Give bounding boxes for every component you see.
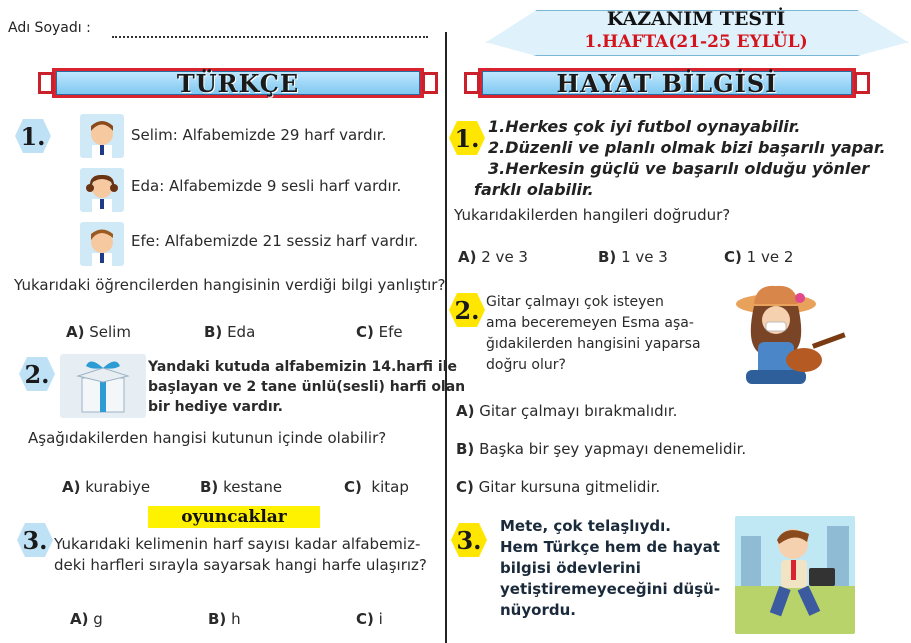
question-number-badge: 3.	[16, 522, 54, 558]
rq1-option-c[interactable]: C) 1 ve 2	[724, 248, 794, 266]
q1-option-c[interactable]: C) Efe	[356, 323, 403, 341]
rq2-option-b[interactable]: B) Başka bir şey yapmayı denemelidir.	[456, 440, 747, 458]
rq2-option-c[interactable]: C) Gitar kursuna gitmelidir.	[456, 478, 661, 496]
hayat-bilgisi-title: HAYAT BİLGİSİ	[556, 68, 778, 98]
q3-option-a[interactable]: A) g	[70, 610, 103, 628]
question-number-badge: 3.	[450, 522, 488, 558]
q2-option-c[interactable]: C) kitap	[344, 478, 409, 496]
question-number-badge: 1.	[448, 120, 486, 156]
rq3-description: Mete, çok telaşlıydı. Hem Türkçe hem de hayat bilgisi ödevlerini yetiştiremeyeceğini düşü- nüyordu.	[500, 517, 721, 619]
q1-statement-efe: Efe: Alfabemizde 21 sessiz harf vardır.	[131, 232, 419, 250]
avatar-boy-selim	[80, 114, 124, 158]
gift-box-image	[60, 354, 146, 418]
question-number-badge: 2.	[448, 292, 486, 328]
rq1-question: Yukarıdakilerden hangileri doğrudur?	[454, 206, 731, 224]
test-title: KAZANIM TESTİ	[606, 8, 786, 30]
test-title-badge	[486, 2, 906, 54]
avatar-boy-efe	[80, 222, 124, 266]
column-divider	[445, 32, 447, 643]
name-label: Adı Soyadı :	[8, 20, 91, 36]
question-number-badge: 1.	[14, 118, 52, 154]
question-number-badge: 2.	[18, 356, 56, 392]
turkce-banner	[36, 64, 440, 102]
rq1-statements: 1.Herkes çok iyi futbol oynayabilir. 2.Düzenli ve planlı olmak bizi başarılı yapar. 3.Herkesin güçlü ve başarılı olduğu yönler farklı olabilir.	[474, 117, 886, 199]
rq1-option-b[interactable]: B) 1 ve 3	[598, 248, 668, 266]
rq1-option-a[interactable]: A) 2 ve 3	[458, 248, 528, 266]
avatar-girl-eda	[80, 168, 124, 212]
running-boy-image	[735, 516, 855, 634]
q2-question: Aşağıdakilerden hangisi kutunun içinde olabilir?	[28, 429, 387, 447]
q1-statement-eda: Eda: Alfabemizde 9 sesli harf vardır.	[131, 177, 402, 195]
hayat-bilgisi-banner	[462, 64, 872, 102]
q2-option-a[interactable]: A) kurabiye	[62, 478, 151, 496]
q2-option-b[interactable]: B) kestane	[200, 478, 283, 496]
rq2-option-a[interactable]: A) Gitar çalmayı bırakmalıdır.	[456, 402, 678, 420]
q2-description: Yandaki kutuda alfabemizin 14.harfi ile başlayan ve 2 tane ünlü(sesli) harfi olan bir hediye vardır.	[148, 359, 466, 415]
rq2-description: Gitar çalmayı çok isteyen ama beceremeyen Esma aşa- ğıdakilerden hangisini yaparsa doğru olur?	[486, 294, 701, 373]
name-input-line[interactable]	[112, 22, 428, 38]
turkce-title: TÜRKÇE	[176, 68, 300, 98]
q1-question: Yukarıdaki öğrencilerden hangisinin verdiği bilgi yanlıştır?	[14, 276, 446, 294]
q3-question: Yukarıdaki kelimenin harf sayısı kadar alfabemiz- deki harfleri sırayla sayarsak hangi harfe ulaşırız?	[54, 535, 427, 574]
q3-option-b[interactable]: B) h	[208, 610, 241, 628]
q1-statement-selim: Selim: Alfabemizde 29 harf vardır.	[131, 126, 387, 144]
girl-with-guitar-image	[716, 282, 850, 390]
q3-option-c[interactable]: C) i	[356, 610, 383, 628]
week-label: 1.HAFTA(21-25 EYLÜL)	[584, 32, 808, 52]
q1-option-b[interactable]: B) Eda	[204, 323, 256, 341]
q1-option-a[interactable]: A) Selim	[66, 323, 131, 341]
word-highlight: oyuncaklar	[148, 506, 320, 528]
